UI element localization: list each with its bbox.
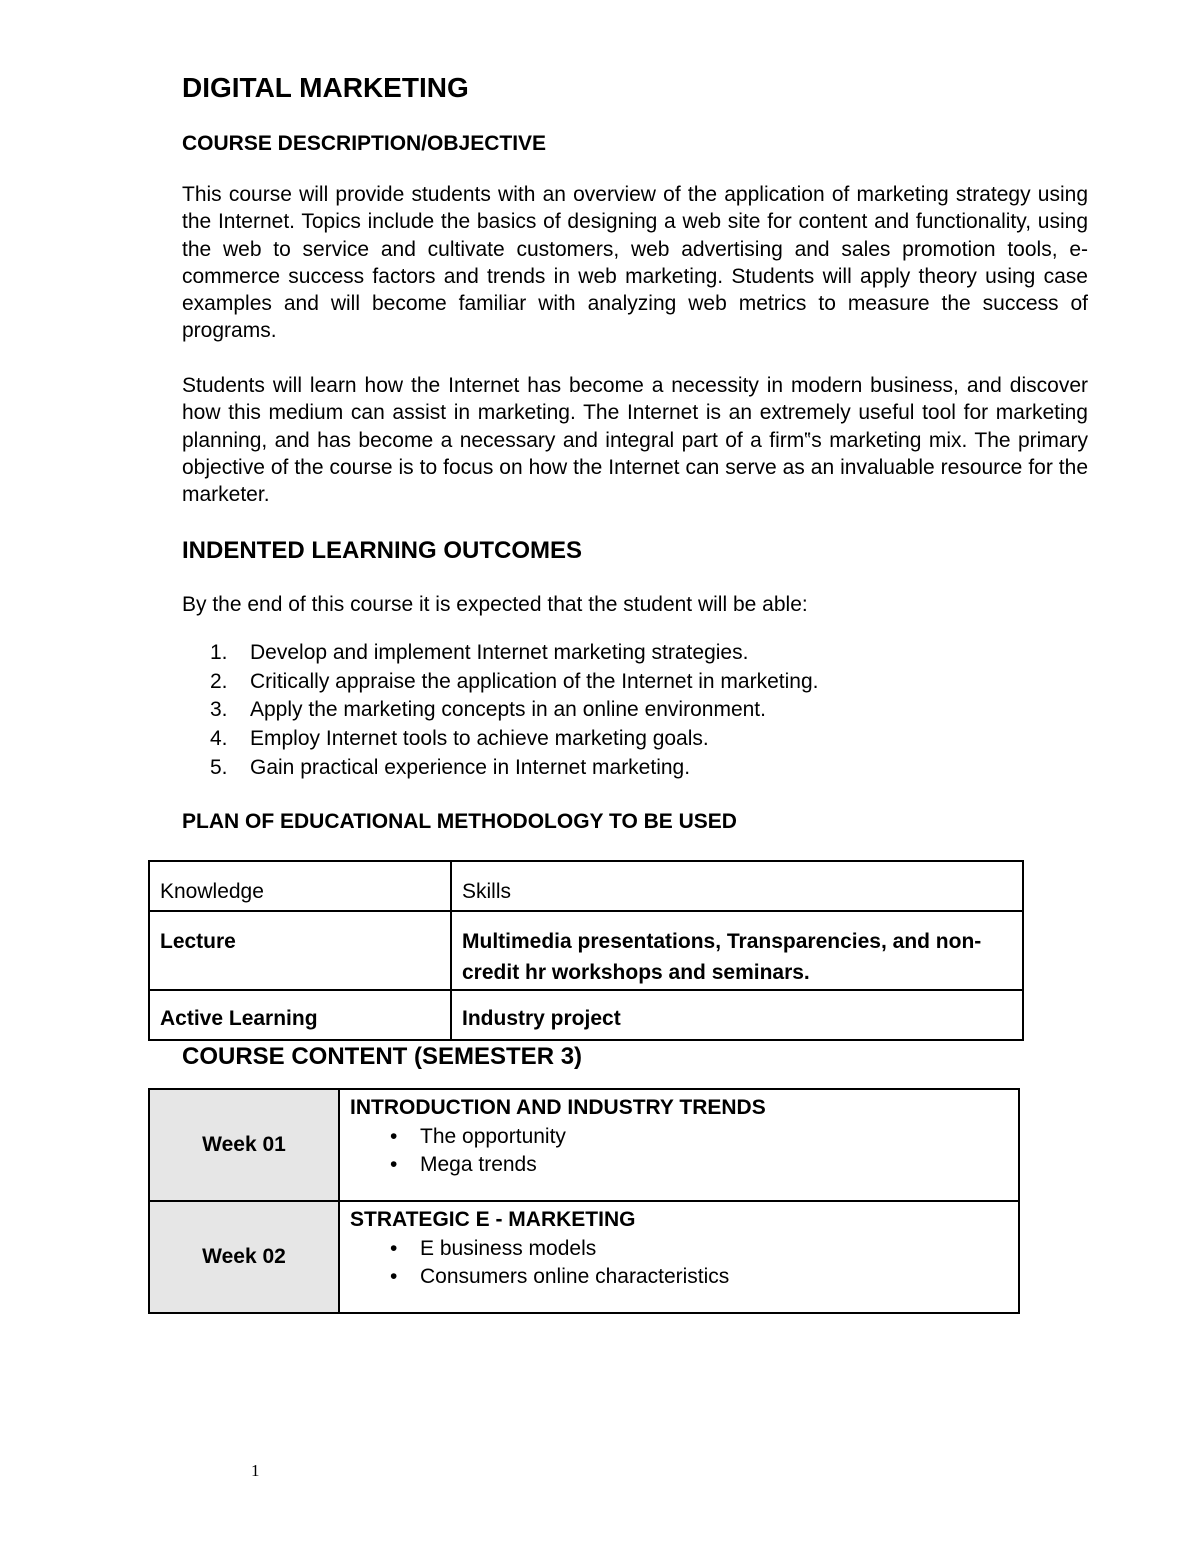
table-row — [149, 1201, 1019, 1313]
table-header-cell: Skills — [451, 861, 1023, 911]
bullet-icon: • — [390, 1265, 398, 1289]
course-content-heading: COURSE CONTENT (SEMESTER 3) — [182, 1043, 583, 1070]
topic-title: INTRODUCTION AND INDUSTRY TRENDS — [350, 1096, 766, 1119]
topic-title: STRATEGIC E - MARKETING — [350, 1208, 636, 1231]
table-row — [149, 861, 1023, 911]
topic-cell — [339, 1089, 1019, 1201]
table-row — [149, 990, 1023, 1040]
course-description-paragraph-1: This course will provide students with an overview of the application of marketing strategy using the Internet. Topics include the basics of designing a web site for content and functionality, using the web to service and cultivate customers, web advertising and sales promotion tools, e-commerce success factors and trends in web marketing. Students will apply theory using case examples and will become familiar with analyzing web metrics to measure the success of programs. — [182, 183, 1088, 343]
table-cell: Multimedia presentations, Transparencies, and non-credit hr workshops and seminars. — [451, 911, 1023, 990]
bullet-icon: • — [390, 1153, 398, 1177]
topic-cell — [339, 1201, 1019, 1313]
learning-outcomes-intro: By the end of this course it is expected that the student will be able: — [182, 593, 808, 616]
list-item: 5. Gain practical experience in Internet marketing. — [210, 755, 691, 779]
table-cell: Active Learning — [149, 990, 451, 1040]
course-description-heading: COURSE DESCRIPTION/OBJECTIVE — [182, 132, 547, 155]
week-cell: Week 01 — [149, 1089, 339, 1201]
table-row — [149, 911, 1023, 990]
list-item: 1. Develop and implement Internet marketing strategies. — [210, 641, 749, 664]
methodology-table — [148, 860, 1024, 1041]
methodology-heading: PLAN OF EDUCATIONAL METHODOLOGY TO BE USED — [182, 810, 737, 833]
document-title: DIGITAL MARKETING — [182, 72, 469, 103]
table-row — [149, 1089, 1019, 1201]
list-item: • Mega trends — [350, 1151, 1008, 1180]
table-header-cell: Knowledge — [149, 861, 451, 911]
list-item: • E business models — [350, 1235, 1008, 1264]
bullet-icon: • — [390, 1236, 398, 1260]
course-description-paragraph-2: Students will learn how the Internet has become a necessity in modern business, and discover how this medium can assist in marketing. The Internet is an extremely useful tool for marketing planning, and has become a necessary and integral part of a firm‟s marketing mix. The primary objective of the course is to focus on how the Internet can serve as an invaluable resource for the marketer. — [182, 374, 1088, 507]
topic-list — [350, 1123, 1008, 1180]
table-cell: Lecture — [149, 911, 451, 990]
bullet-icon: • — [390, 1124, 398, 1148]
table-cell: Industry project — [451, 990, 1023, 1040]
list-item: • The opportunity — [350, 1123, 1008, 1152]
learning-outcomes-heading: INDENTED LEARNING OUTCOMES — [182, 537, 583, 564]
page-number: 1 — [251, 1461, 260, 1480]
week-cell: Week 02 — [149, 1201, 339, 1313]
list-item: 2. Critically appraise the application of the Internet in marketing. — [210, 669, 819, 693]
learning-outcomes-list — [210, 639, 818, 783]
topic-list — [350, 1235, 1008, 1292]
list-item: 3. Apply the marketing concepts in an online environment. — [210, 698, 766, 722]
list-item: • Consumers online characteristics — [350, 1263, 1008, 1292]
course-content-table — [148, 1088, 1020, 1314]
list-item: 4. Employ Internet tools to achieve marketing goals. — [210, 727, 709, 751]
